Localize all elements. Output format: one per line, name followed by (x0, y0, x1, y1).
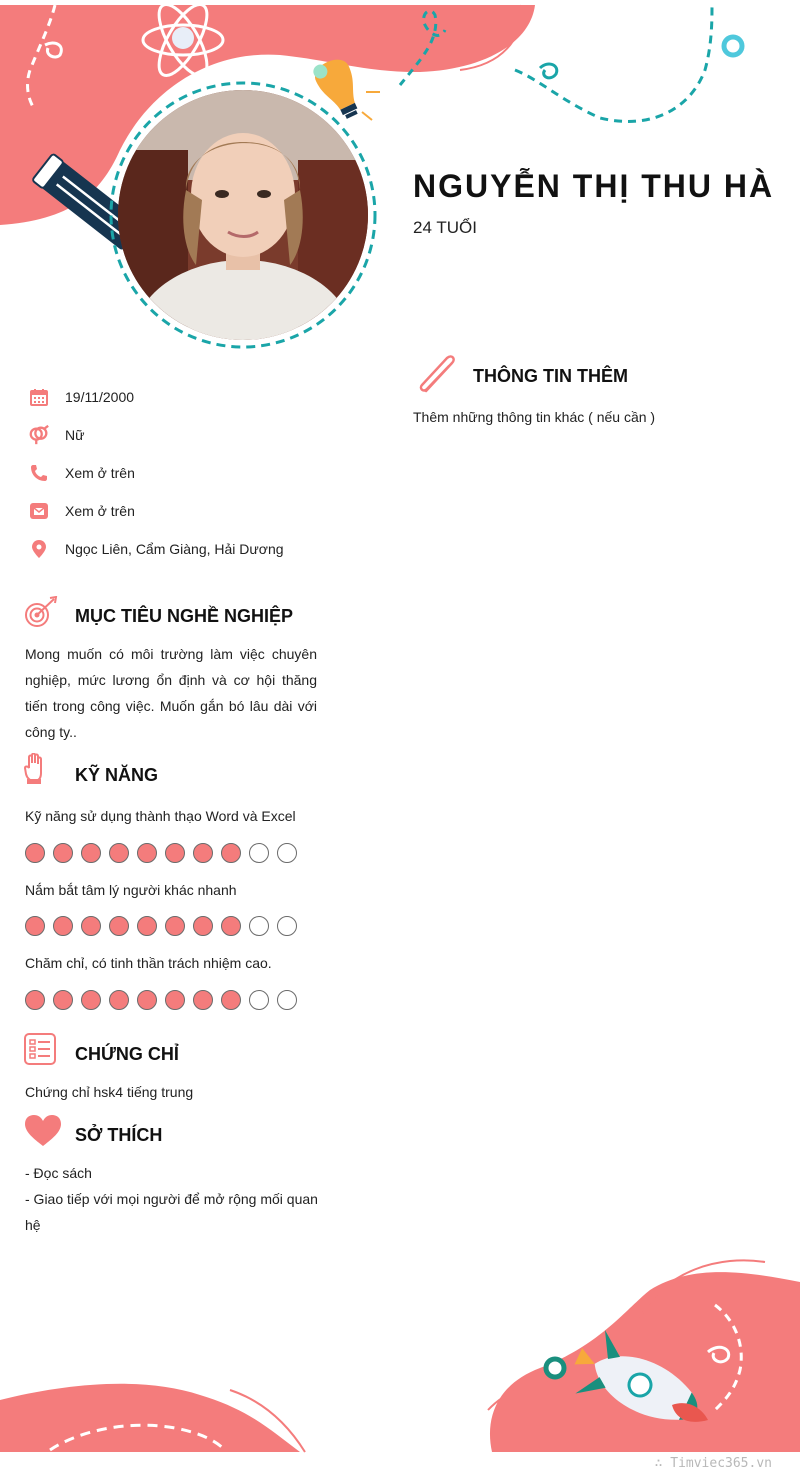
phone-icon (28, 462, 50, 484)
email-text: Xem ở trên (65, 503, 135, 519)
rating-dot-filled (53, 916, 73, 936)
skill-name: Nắm bắt tâm lý người khác nhanh (25, 882, 237, 898)
rating-dot-filled (221, 916, 241, 936)
rating-dot-filled (109, 990, 129, 1010)
rating-dot-empty (277, 843, 297, 863)
skills-title: KỸ NĂNG (75, 765, 159, 785)
rating-dot-filled (25, 916, 45, 936)
hobbies-title: SỞ THÍCH (75, 1125, 163, 1145)
watermark: ∴ Timviec365.vn (654, 1456, 772, 1471)
rating-dot-filled (193, 990, 213, 1010)
contact-row-phone (28, 462, 135, 484)
hobby-item: - Đọc sách (25, 1165, 92, 1181)
candidate-age: 24 TUỔI (413, 218, 477, 237)
rating-dot-filled (81, 916, 101, 936)
hobby-item: - Giao tiếp với mọi người để mở rộng mối quan (25, 1191, 318, 1207)
skill-rating (25, 843, 297, 863)
additional-info-text: Thêm những thông tin khác ( nếu cần ) (413, 409, 656, 425)
paperclip-icon (416, 355, 460, 400)
heart-icon (24, 1114, 62, 1153)
rating-dot-empty (249, 843, 269, 863)
target-icon (24, 596, 58, 635)
rating-dot-filled (221, 990, 241, 1010)
skill-rating (25, 916, 297, 936)
contact-row-email (28, 500, 135, 522)
profile-photo (118, 90, 368, 340)
rating-dot-empty (249, 990, 269, 1010)
address-text: Ngọc Liên, Cẩm Giàng, Hải Dương (65, 541, 284, 557)
contact-row-birthdate (28, 386, 134, 408)
rating-dot-filled (109, 843, 129, 863)
rating-dot-empty (277, 916, 297, 936)
rating-dot-filled (137, 843, 157, 863)
rating-dot-filled (53, 990, 73, 1010)
gender-icon (28, 424, 50, 446)
rating-dot-empty (277, 990, 297, 1010)
skill-name: Chăm chỉ, có tinh thần trách nhiệm cao. (25, 955, 272, 971)
rating-dot-filled (193, 843, 213, 863)
rating-dot-filled (165, 843, 185, 863)
contact-row-gender (28, 424, 84, 446)
checklist-icon (24, 1033, 56, 1070)
rating-dot-empty (249, 916, 269, 936)
rating-dot-filled (221, 843, 241, 863)
candidate-name: NGUYỄN THỊ THU HÀ (413, 168, 775, 204)
rating-dot-filled (81, 843, 101, 863)
hobby-item: hệ (25, 1217, 41, 1233)
rating-dot-filled (53, 843, 73, 863)
location-pin-icon (28, 538, 50, 560)
rating-dot-filled (25, 990, 45, 1010)
phone-text: Xem ở trên (65, 465, 135, 481)
birthdate-text: 19/11/2000 (65, 389, 135, 405)
rating-dot-filled (193, 916, 213, 936)
hand-icon (24, 753, 48, 790)
objective-title: MỤC TIÊU NGHỀ NGHIỆP (75, 606, 294, 626)
certificates-text: Chứng chỉ hsk4 tiếng trung (25, 1084, 194, 1100)
additional-info-title: THÔNG TIN THÊM (473, 366, 628, 386)
certificates-title: CHỨNG CHỈ (75, 1044, 179, 1064)
rating-dot-filled (109, 916, 129, 936)
email-icon (28, 500, 50, 522)
rating-dot-filled (137, 990, 157, 1010)
rating-dot-filled (81, 990, 101, 1010)
skill-name: Kỹ năng sử dụng thành thạo Word và Excel (25, 808, 296, 824)
objective-text: Mong muốn có môi trường làm việc chuyên nghiệp, mức lương ổn định và cơ hội thăng tiến trong công việc. Muốn gắn bó lâu dài với công ty.. (25, 646, 317, 740)
contact-row-address (28, 538, 284, 560)
rating-dot-filled (165, 916, 185, 936)
rating-dot-filled (137, 916, 157, 936)
gender-text: Nữ (65, 427, 85, 443)
calendar-icon (28, 386, 50, 408)
skill-rating (25, 990, 297, 1010)
rating-dot-filled (165, 990, 185, 1010)
rating-dot-filled (25, 843, 45, 863)
